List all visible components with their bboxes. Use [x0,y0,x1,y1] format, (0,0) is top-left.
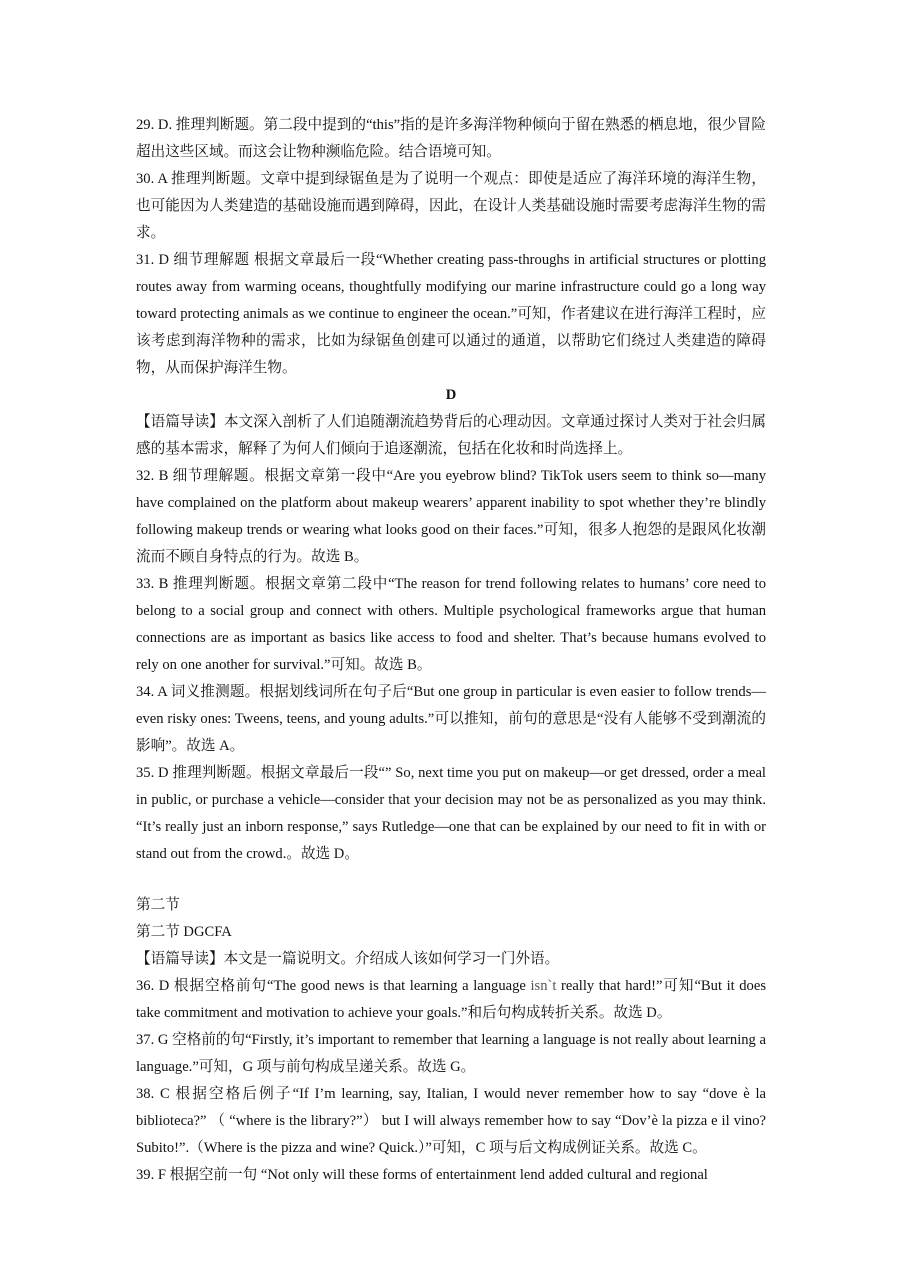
answer-34: 34. A 词义推测题。根据划线词所在句子后“But one group in particular is even easier to follow trends—even risky ones: Tweens, teens, and young adults.”可以推知，前句的意思是“没有人能够不受到潮流的影响”。故选 A。 [136,684,766,754]
answer-35: 35. D 推理判断题。根据文章最后一段“” So, next time you put on makeup—or get dressed, order a meal in public, or purchase a vehicle—consider that your decision may not be as personalized as you may think. “It’s really just an inborn response,” says Rutledge—one that can be explained by our need to fit in with or stand out from the crowd.。故选 D。 [136,765,766,862]
section-2-title: 第二节 [136,897,180,913]
answer-36-text-a: 36. D 根据空格前句“The good news is that learning a language [136,978,531,994]
answer-30: 30. A 推理判断题。文章中提到绿锯鱼是为了说明一个观点：即使是适应了海洋环境的海洋生物，也可能因为人类建造的基础设施而遇到障碍，因此，在设计人类基础设施时需要考虑海洋生物的需求。 [136,171,766,241]
answer-36 [136,973,766,1027]
answer-32: 32. B 细节理解题。根据文章第一段中“Are you eyebrow blind? TikTok users seem to think so—many have complained on the platform about makeup wearers’ apparent inability to spot whether they’re blindly following makeup trends or wearing what looks good on their faces.”可知，很多人抱怨的是跟风化妆潮流而不顾自身特点的行为。故选 B。 [136,468,766,565]
answer-31: 31. D 细节理解题 根据文章最后一段“Whether creating pass-throughs in artificial structures or plotting routes away from warming oceans, thoughtfully modifying our marine infrastructure could go a long way toward protecting animals as we continue to engineer the ocean.”可知，作者建议在进行海洋工程时，应该考虑到海洋物种的需求，比如为绿锯鱼创建可以通过的通道，以帮助它们绕过人类建造的障碍物，从而保护海洋生物。 [136,252,766,376]
answer-36-highlight: isn`t [530,978,557,994]
section-d-heading: D [445,387,457,403]
section-2-guide: 【语篇导读】本文是一篇说明文。介绍成人该如何学习一门外语。 [136,951,560,967]
answer-29: 29. D. 推理判断题。第二段中提到的“this”指的是许多海洋物种倾向于留在熟悉的栖息地，很少冒险超出这些区域。而这会让物种濒临危险。结合语境可知。 [136,117,766,160]
answer-36-text-b: really that hard!”可知“But it does take commitment and motivation to achieve your goals.”和后句构成转折关系。故选 D。 [136,978,766,1021]
answer-39: 39. F 根据空前一句 “Not only will these forms of entertainment lend added cultural and regional [136,1167,708,1183]
section-2-answers: 第二节 DGCFA [136,924,232,940]
answer-37: 37. G 空格前的句“Firstly, it’s important to remember that learning a language is not really about learning a language.”可知，G 项与前句构成呈递关系。故选 G。 [136,1032,766,1075]
section-spacer [136,868,766,892]
passage-d-guide: 【语篇导读】本文深入剖析了人们追随潮流趋势背后的心理动因。文章通过探讨人类对于社会归属感的基本需求，解释了为何人们倾向于追逐潮流，包括在化妆和时尚选择上。 [136,414,766,457]
answer-33: 33. B 推理判断题。根据文章第二段中“The reason for trend following relates to humans’ core need to belong to a social group and connect with others. Multiple psychological frameworks argue that human connections are as important as basics like access to food and shelter. That’s because humans evolved to rely on one another for survival.”可知。故选 B。 [136,576,766,673]
answer-38: 38. C 根据空格后例子“If I’m learning, say, Italian, I would never remember how to say “dove è la biblioteca?” （ “where is the library?”） but I will always remember how to say “Dov’è la pizza e il vino? Subito!”.（Where is the pizza and wine? Quick.）”可知，C 项与后文构成例证关系。故选 C。 [136,1086,766,1156]
document-page [136,112,766,1189]
